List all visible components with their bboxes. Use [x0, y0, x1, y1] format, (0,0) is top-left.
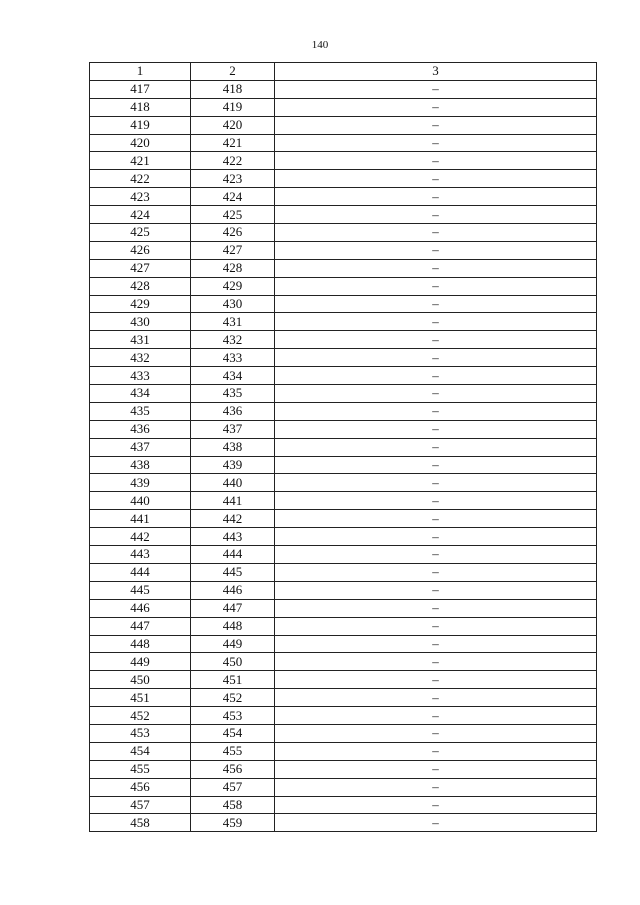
table-cell: 457	[191, 778, 275, 796]
table-cell: 427	[90, 259, 191, 277]
table-cell: –	[275, 313, 597, 331]
table-cell: 445	[90, 581, 191, 599]
table-cell: 455	[191, 742, 275, 760]
table-cell: 424	[90, 206, 191, 224]
table-cell: –	[275, 474, 597, 492]
table-cell: 438	[90, 456, 191, 474]
table-cell: 458	[90, 814, 191, 832]
table-cell: 431	[90, 331, 191, 349]
table-cell: 444	[191, 546, 275, 564]
table-row	[90, 653, 597, 671]
table-cell: 437	[191, 420, 275, 438]
table-row	[90, 438, 597, 456]
table-cell: 441	[191, 492, 275, 510]
table-cell: –	[275, 760, 597, 778]
table-cell: –	[275, 528, 597, 546]
table-cell: –	[275, 796, 597, 814]
table-cell: 422	[191, 152, 275, 170]
table-cell: 425	[191, 206, 275, 224]
table-cell: 452	[191, 689, 275, 707]
table-cell: 432	[90, 349, 191, 367]
table-cell: –	[275, 581, 597, 599]
table-cell: –	[275, 546, 597, 564]
table-cell: 439	[191, 456, 275, 474]
table-row	[90, 206, 597, 224]
table-row	[90, 707, 597, 725]
table-cell: –	[275, 80, 597, 98]
table-row	[90, 385, 597, 403]
table-cell: 440	[191, 474, 275, 492]
table-row	[90, 635, 597, 653]
table-cell: 441	[90, 510, 191, 528]
table-cell: 418	[90, 98, 191, 116]
table-cell: 448	[90, 635, 191, 653]
table-cell: –	[275, 367, 597, 385]
table-cell: 432	[191, 331, 275, 349]
table-cell: 426	[90, 241, 191, 259]
table-cell: 434	[191, 367, 275, 385]
table-row	[90, 224, 597, 242]
table-row	[90, 188, 597, 206]
table-cell: 443	[90, 546, 191, 564]
table-cell: –	[275, 331, 597, 349]
table-cell: 424	[191, 188, 275, 206]
table-cell: 417	[90, 80, 191, 98]
table-row	[90, 134, 597, 152]
table-cell: 420	[191, 116, 275, 134]
table-cell: 457	[90, 796, 191, 814]
page-number: 140	[311, 39, 329, 51]
table-row	[90, 671, 597, 689]
table-cell: 433	[191, 349, 275, 367]
data-table	[89, 62, 597, 832]
table-cell: –	[275, 617, 597, 635]
table-cell: 436	[191, 402, 275, 420]
table-cell: –	[275, 724, 597, 742]
table-cell: –	[275, 277, 597, 295]
table-cell: 454	[191, 724, 275, 742]
table-row	[90, 456, 597, 474]
table-cell: –	[275, 116, 597, 134]
column-header: 3	[275, 63, 597, 81]
table-cell: –	[275, 707, 597, 725]
table-row	[90, 116, 597, 134]
table-cell: 430	[191, 295, 275, 313]
table-cell: 425	[90, 224, 191, 242]
table-cell: 428	[90, 277, 191, 295]
table-cell: 429	[191, 277, 275, 295]
table-row	[90, 528, 597, 546]
table-row	[90, 814, 597, 832]
table-cell: 429	[90, 295, 191, 313]
table-row	[90, 170, 597, 188]
table-cell: 439	[90, 474, 191, 492]
table-cell: 447	[191, 599, 275, 617]
table-row	[90, 599, 597, 617]
table-cell: 433	[90, 367, 191, 385]
table-cell: –	[275, 170, 597, 188]
table-cell: 437	[90, 438, 191, 456]
table-cell: 455	[90, 760, 191, 778]
table-cell: –	[275, 456, 597, 474]
table-cell: 419	[191, 98, 275, 116]
table-header-row	[90, 63, 597, 81]
table-cell: 442	[191, 510, 275, 528]
table-cell: –	[275, 742, 597, 760]
table-cell: 430	[90, 313, 191, 331]
table-cell: 419	[90, 116, 191, 134]
table-cell: 449	[191, 635, 275, 653]
table-row	[90, 760, 597, 778]
table-row	[90, 367, 597, 385]
table-cell: 447	[90, 617, 191, 635]
table-cell: 458	[191, 796, 275, 814]
table-cell: –	[275, 671, 597, 689]
table-row	[90, 724, 597, 742]
table-row	[90, 581, 597, 599]
table-cell: –	[275, 689, 597, 707]
table-cell: 453	[90, 724, 191, 742]
table-row	[90, 420, 597, 438]
table-cell: 448	[191, 617, 275, 635]
table-cell: 442	[90, 528, 191, 546]
table-cell: 438	[191, 438, 275, 456]
table-cell: 422	[90, 170, 191, 188]
table-row	[90, 563, 597, 581]
table-cell: 444	[90, 563, 191, 581]
table-cell: 423	[191, 170, 275, 188]
table-cell: 456	[191, 760, 275, 778]
column-header: 1	[90, 63, 191, 81]
table-cell: –	[275, 599, 597, 617]
table-row	[90, 796, 597, 814]
table-cell: –	[275, 206, 597, 224]
table-cell: 435	[90, 402, 191, 420]
table-body	[90, 80, 597, 831]
table-cell: 456	[90, 778, 191, 796]
table-cell: –	[275, 420, 597, 438]
table-row	[90, 98, 597, 116]
table-cell: 446	[90, 599, 191, 617]
table-cell: 445	[191, 563, 275, 581]
table-cell: –	[275, 438, 597, 456]
table-row	[90, 277, 597, 295]
table-cell: –	[275, 385, 597, 403]
table-cell: 436	[90, 420, 191, 438]
table-cell: 443	[191, 528, 275, 546]
table-cell: –	[275, 492, 597, 510]
table-cell: 450	[191, 653, 275, 671]
table-cell: 418	[191, 80, 275, 98]
table-cell: 452	[90, 707, 191, 725]
table-row	[90, 492, 597, 510]
table-cell: 434	[90, 385, 191, 403]
table-cell: 451	[90, 689, 191, 707]
table-row	[90, 80, 597, 98]
table-cell: –	[275, 510, 597, 528]
table-cell: 454	[90, 742, 191, 760]
table-row	[90, 742, 597, 760]
table-cell: 426	[191, 224, 275, 242]
table-cell: 421	[191, 134, 275, 152]
table-row	[90, 152, 597, 170]
table-cell: 428	[191, 259, 275, 277]
table-row	[90, 331, 597, 349]
table-cell: –	[275, 402, 597, 420]
table-row	[90, 546, 597, 564]
table-row	[90, 313, 597, 331]
table-cell: 449	[90, 653, 191, 671]
table-cell: –	[275, 152, 597, 170]
table-row	[90, 689, 597, 707]
table-cell: –	[275, 635, 597, 653]
table-cell: –	[275, 188, 597, 206]
table-cell: 427	[191, 241, 275, 259]
table-row	[90, 259, 597, 277]
table-cell: –	[275, 349, 597, 367]
table-cell: –	[275, 259, 597, 277]
column-header: 2	[191, 63, 275, 81]
table-row	[90, 510, 597, 528]
table-cell: 420	[90, 134, 191, 152]
table-cell: –	[275, 563, 597, 581]
table-cell: 446	[191, 581, 275, 599]
table-row	[90, 617, 597, 635]
table-cell: 435	[191, 385, 275, 403]
table-cell: –	[275, 653, 597, 671]
table-cell: –	[275, 295, 597, 313]
table-row	[90, 295, 597, 313]
table-cell: 431	[191, 313, 275, 331]
table-cell: 421	[90, 152, 191, 170]
table-row	[90, 402, 597, 420]
table-cell: 440	[90, 492, 191, 510]
table-cell: 423	[90, 188, 191, 206]
table-cell: 459	[191, 814, 275, 832]
table-cell: –	[275, 241, 597, 259]
table-row	[90, 474, 597, 492]
table-row	[90, 241, 597, 259]
table-cell: 450	[90, 671, 191, 689]
table-cell: –	[275, 224, 597, 242]
table-cell: 451	[191, 671, 275, 689]
table-cell: 453	[191, 707, 275, 725]
table-row	[90, 349, 597, 367]
table-cell: –	[275, 778, 597, 796]
table-cell: –	[275, 134, 597, 152]
table-cell: –	[275, 814, 597, 832]
table-cell: –	[275, 98, 597, 116]
table-row	[90, 778, 597, 796]
